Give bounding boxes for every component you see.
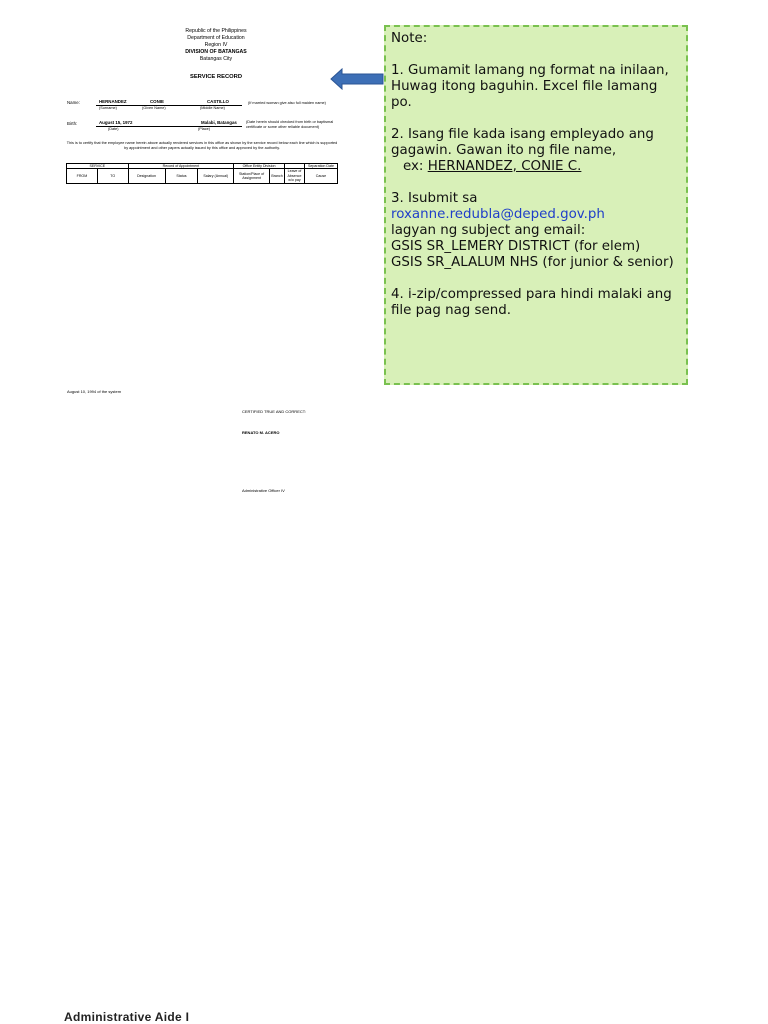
footer-date-line: August 10, 1994 of the system [67, 389, 122, 394]
header-line-3: Region IV [204, 42, 228, 48]
signatory-name: RENATO M. ACERO [242, 430, 280, 435]
date-caption: (Date) [108, 127, 119, 131]
group-header-separation: Separation Date [304, 164, 337, 169]
birth-place-value: Malabi, Batangas [201, 120, 237, 125]
document-header [62, 28, 370, 63]
certification-paragraph: This is to certify that the employee name herein above actually rendered services in this office as shown by the service record below each line which is supported by appointment and other papers actually issued by this office and approved by the authority. [66, 141, 338, 150]
arrow-left-icon [330, 68, 384, 90]
note-example [391, 159, 682, 175]
note-subject-elem: GSIS SR_LEMERY DISTRICT (for elem) [391, 239, 641, 254]
column-header: Branch [270, 169, 285, 183]
married-note: (If married woman give also full maiden name) [248, 101, 326, 105]
header-line-2: Department of Education [187, 35, 245, 41]
middle-name-value: CASTILLO [207, 99, 229, 104]
birth-label: Birth: [67, 121, 78, 126]
document-title: SERVICE RECORD [189, 74, 243, 80]
email-link[interactable]: roxanne.redubla@deped.gov.ph [391, 207, 605, 222]
column-header: Salary (Annual) [198, 169, 234, 183]
group-header-office: Office Entity Division [234, 164, 285, 169]
note-subject-senior: GSIS SR_ALALUM NHS (for junior & senior) [391, 255, 674, 270]
bottom-caption: Administrative Aide I [64, 1010, 190, 1024]
birth-note: (Date herein should checked from birth or baptismal certificate or some other reliable document) [246, 120, 334, 129]
column-header: TO [97, 169, 128, 183]
instruction-note [384, 25, 688, 385]
group-header-appointment: Record of Appointment [128, 164, 234, 169]
surname-value: HERNANDEZ [99, 99, 127, 104]
note-item-3-prefix: 3. Isubmit sa [391, 191, 478, 206]
note-item-1: 1. Gumamit lamang ng format na inilaan, Huwag itong baguhin. Excel file lamang po. [391, 63, 669, 110]
certified-label: CERTIFIED TRUE AND CORRECT: [242, 409, 306, 414]
birth-date-value: August 15, 1972 [99, 120, 133, 125]
note-example-prefix: ex: [403, 159, 428, 174]
note-item-2: 2. Isang file kada isang empleyado ang gagawin. Gawan ito ng file name, [391, 127, 654, 158]
given-name-value: CONIE [150, 99, 164, 104]
note-item-4: 4. i-zip/compressed para hindi malaki ang file pag nag send. [391, 287, 672, 318]
name-label: Name: [67, 100, 80, 105]
note-item-3-rest: lagyan ng subject ang email: [391, 223, 586, 238]
service-record-table [66, 163, 338, 184]
header-city: Batangas City [199, 56, 233, 62]
place-caption: (Place) [198, 127, 211, 131]
column-header: Status [165, 169, 198, 183]
signatory-position: Administrative Officer IV [242, 488, 285, 493]
column-header: FROM [67, 169, 98, 183]
note-item-3 [391, 191, 682, 223]
service-record-document [62, 28, 370, 80]
column-header: Cause [304, 169, 337, 183]
group-header-service: SERVICE [67, 164, 129, 169]
note-example-filename: HERNANDEZ, CONIE C. [427, 159, 582, 174]
surname-caption: (Surname) [99, 106, 117, 110]
middle-name-caption: (Middle Name) [200, 106, 225, 110]
column-header: Leave of Absence w/o pay [285, 169, 305, 183]
header-line-1: Republic of the Philippines [185, 28, 247, 34]
header-division: DIVISION OF BATANGAS [185, 49, 247, 55]
given-name-caption: (Given Name) [142, 106, 166, 110]
column-header: Station/Place of Assignment [234, 169, 270, 183]
note-heading: Note: [391, 31, 428, 46]
column-header: Designation [128, 169, 165, 183]
